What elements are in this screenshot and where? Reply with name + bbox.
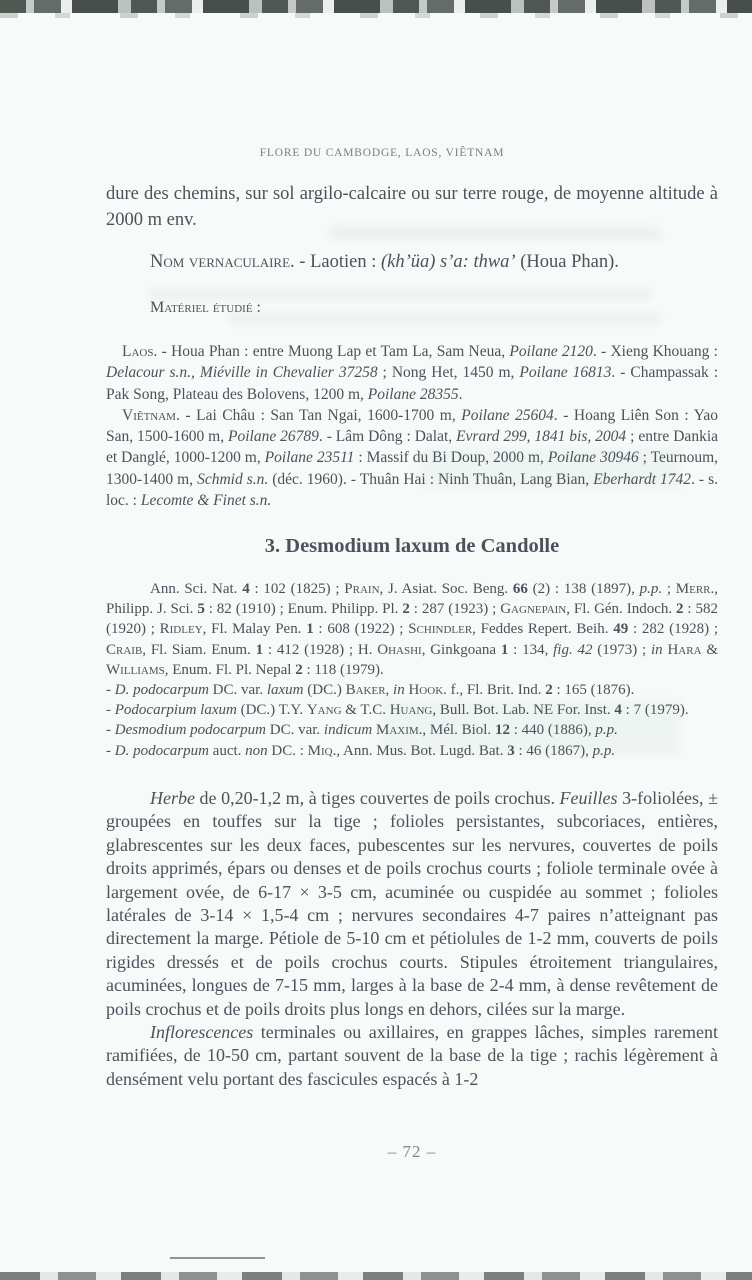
material-laos-paragraph: Laos. - Houa Phan : entre Muong Lap et Tam La, Sam Neua, Poilane 2120. - Xieng Khouang : Delacour s.n., Miéville in Chevalier 37258 ; Nong Het, 1450 m, Poilane 16813. - Champassak : Pak Song, Plateau des Bolovens, 1200 m, Poilane 28355.: [106, 343, 719, 403]
material-vietnam-paragraph: Viêtnam. - Lai Châu : San Tan Ngai, 1600-1700 m, Poilane 25604. - Hoang Liên Son : Yao San, 1500-1600 m, Poilane 26789. - Lâm Dông : Dalat, Evrard 299, 1841 bis, 2004 ; entre Dankia et Danglé, 1000-1200 m, Poilane 23511 : Massif du Bi Doup, 2000 m, Poilane 30946 ; Teurnoum, 1300-1400 m, Schmid s.n. (déc. 1960). - Thuân Hai : Ninh Thuân, Lang Bian, Eberhardt 1742. - s. loc. : Lecomte & Finet s.n.: [106, 406, 719, 510]
synonymy-section: [106, 579, 718, 761]
description-paragraph-inflorescence: Inflorescences terminales ou axillaires, en grappes lâches, simples rarement ramifiées, de 10-50 cm, partant souvent de la base de la tige ; rachis légèrement à densément velu portant des fascicules espacés à 1-2: [106, 1022, 718, 1089]
synonymy-entry: - D. podocarpum DC. var. laxum (DC.) Baker, in Hook. f., Fl. Brit. Ind. 2 : 165 (1876).: [106, 682, 635, 699]
scan-artifact-bottom: [0, 1272, 752, 1280]
description-paragraph-morphology: Herbe de 0,20-1,2 m, à tiges couvertes de poils crochus. Feuilles 3-foliolées, ± groupées en touffes sur la tige ; folioles persistantes, subcoriaces, entières, glabrescentes sur les deux faces, pubescentes sur les nervures, couvertes de poils droits apprimés, épars ou denses et de poils crochus courts ; foliole terminale ovée à largement ovée, de 6-17 × 3-5 cm, acuminée ou cuspidée au sommet ; folioles latérales de 3-14 × 1,5-4 cm ; nervures secondaires 4-7 paires n’atteignant pas directement la marge. Pétiole de 5-10 cm et pétiolules de 1-2 mm, couverts de poils rigides dressés et de poils crochus courts. Stipules étroitement triangulaires, acuminées, longues de 7-15 mm, larges à la base de 2-4 mm, à dense revêtement de poils crochus et de poils droits plus longs en dehors, cilées sur la marge.: [106, 788, 718, 1019]
intro-paragraph: dure des chemins, sur sol argilo-calcaire ou sur terre rouge, de moyenne altitude à 2000 m env.: [106, 184, 718, 230]
material-studied-label: [106, 299, 718, 317]
scan-artifact-top: [0, 0, 752, 13]
page-number: – 72 –: [387, 1142, 437, 1161]
material-studied-label-text: Matériel étudié :: [150, 299, 261, 316]
material-studied-section: [106, 341, 718, 511]
scan-artifact-dash: [170, 1257, 265, 1259]
synonymy-entry: - D. podocarpum auct. non DC. : Miq., Ann. Mus. Bot. Lugd. Bat. 3 : 46 (1867), p.p.: [106, 742, 616, 759]
running-header: FLORE DU CAMBODGE, LAOS, VIÊTNAM: [259, 147, 505, 159]
synonymy-entry: - Podocarpium laxum (DC.) T.Y. Yang & T.C. Huang, Bull. Bot. Lab. NE For. Inst. 4 : 7 (1979).: [106, 702, 689, 719]
vernacular-name-line: Nom vernaculaire. - Laotien : (kh’üa) s’a: thwa’ (Houa Phan).: [150, 252, 619, 272]
synonymy-entry: - Desmodium podocarpum DC. var. indicum Maxim., Mél. Biol. 12 : 440 (1886), p.p.: [106, 722, 618, 739]
description-section: [106, 787, 718, 1091]
protologue-reference-entry: Ann. Sci. Nat. 4 : 102 (1825) ; Prain, J. Asiat. Soc. Beng. 66 (2) : 138 (1897), p.p. ; Merr., Philipp. J. Sci. 5 : 82 (1910) ; Enum. Philipp. Pl. 2 : 287 (1923) ; Gagnepain, Fl. Gén. Indoch. 2 : 582 (1920) ; Ridley, Fl. Malay Pen. 1 : 608 (1922) ; Schindler, Feddes Repert. Beih. 49 : 282 (1928) ; Craib, Fl. Siam. Enum. 1 : 412 (1928) ; H. Ohashi, Ginkgoana 1 : 134, fig. 42 (1973) ; in Hara & Williams, Enum. Fl. Pl. Nepal 2 : 118 (1979).: [106, 581, 719, 678]
species-heading: 3. Desmodium laxum de Candolle: [264, 535, 560, 557]
